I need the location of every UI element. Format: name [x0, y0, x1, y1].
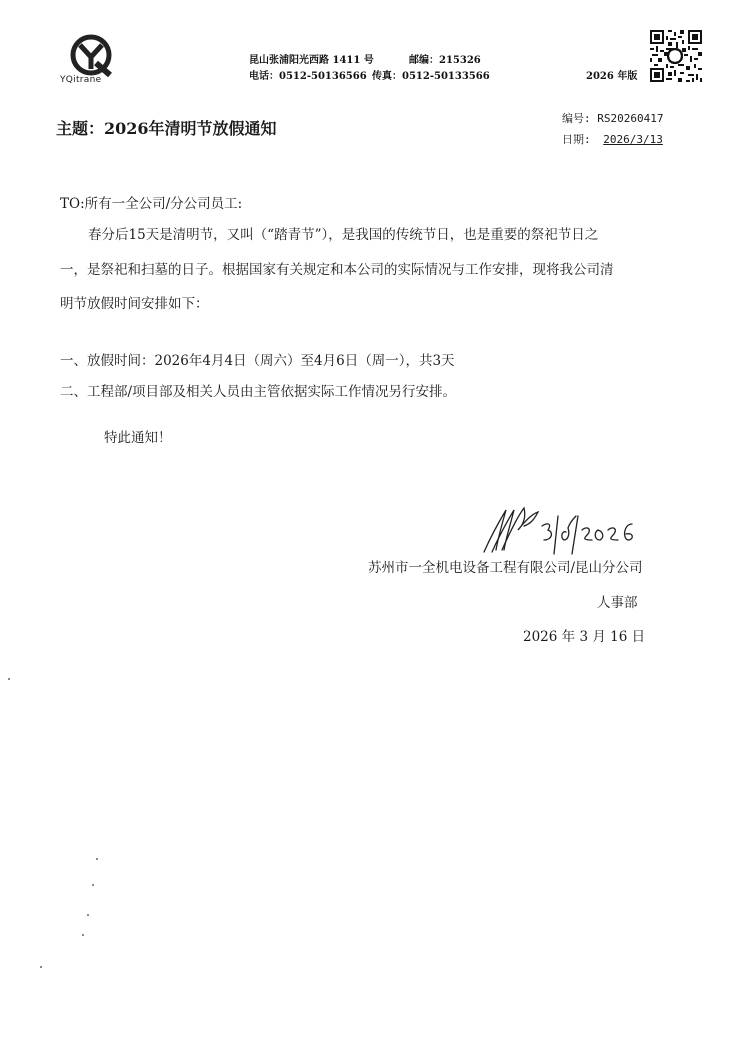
holiday-period-item: 一、放假时间：2026年4月4日（周六）至4月6日（周一），共3天: [60, 353, 455, 369]
notice-subject: 主题：2026年清明节放假通知: [56, 119, 277, 138]
scan-speck: [8, 678, 10, 680]
issue-date: 2026 年 3 月 16 日: [523, 629, 646, 645]
paragraph-line: 明节放假时间安排如下：: [60, 296, 209, 312]
scan-speck: [87, 914, 89, 916]
paragraph-line: 春分后15天是清明节，又叫（“踏青节”），是我国的传统节日，也是重要的祭祀节日之: [88, 227, 599, 243]
recipient-line: TO:所有一全公司/分公司员工:: [60, 196, 243, 212]
document-number: [562, 110, 663, 126]
document-number-label: 编号:: [562, 112, 591, 125]
company-fax: 传真：0512-50133566: [372, 71, 490, 82]
company-name: 苏州市一全机电设备工程有限公司/昆山分公司: [368, 560, 643, 576]
document-date-label: 日期:: [562, 133, 591, 146]
scan-speck: [40, 966, 42, 968]
qr-code-icon: [650, 30, 702, 82]
company-address: 昆山张浦阳光西路 1411 号: [249, 55, 374, 66]
logo-text: YQitrane: [60, 75, 102, 85]
engineering-arrangement-item: 二、工程部/项目部及相关人员由主管依据实际工作情况另行安排。: [60, 384, 457, 400]
closing-note: 特此通知！: [104, 430, 172, 446]
department-name: 人事部: [597, 595, 638, 611]
scan-speck: [92, 884, 94, 886]
document-version: 2026 年版: [586, 71, 638, 82]
document-number-value: RS20260417: [597, 112, 664, 125]
scan-speck: [96, 858, 98, 860]
document-date-value: 2026/3/13: [603, 133, 663, 146]
company-postcode: 邮编：215326: [409, 55, 481, 66]
scan-speck: [82, 934, 84, 936]
company-phone: 电话：0512-50136566: [249, 71, 367, 82]
handwritten-signature-icon: [478, 494, 638, 564]
paragraph-line: 一，是祭祀和扫墓的日子。根据国家有关规定和本公司的实际情况与工作安排，现将我公司清: [60, 262, 614, 278]
document-date: [562, 131, 663, 147]
